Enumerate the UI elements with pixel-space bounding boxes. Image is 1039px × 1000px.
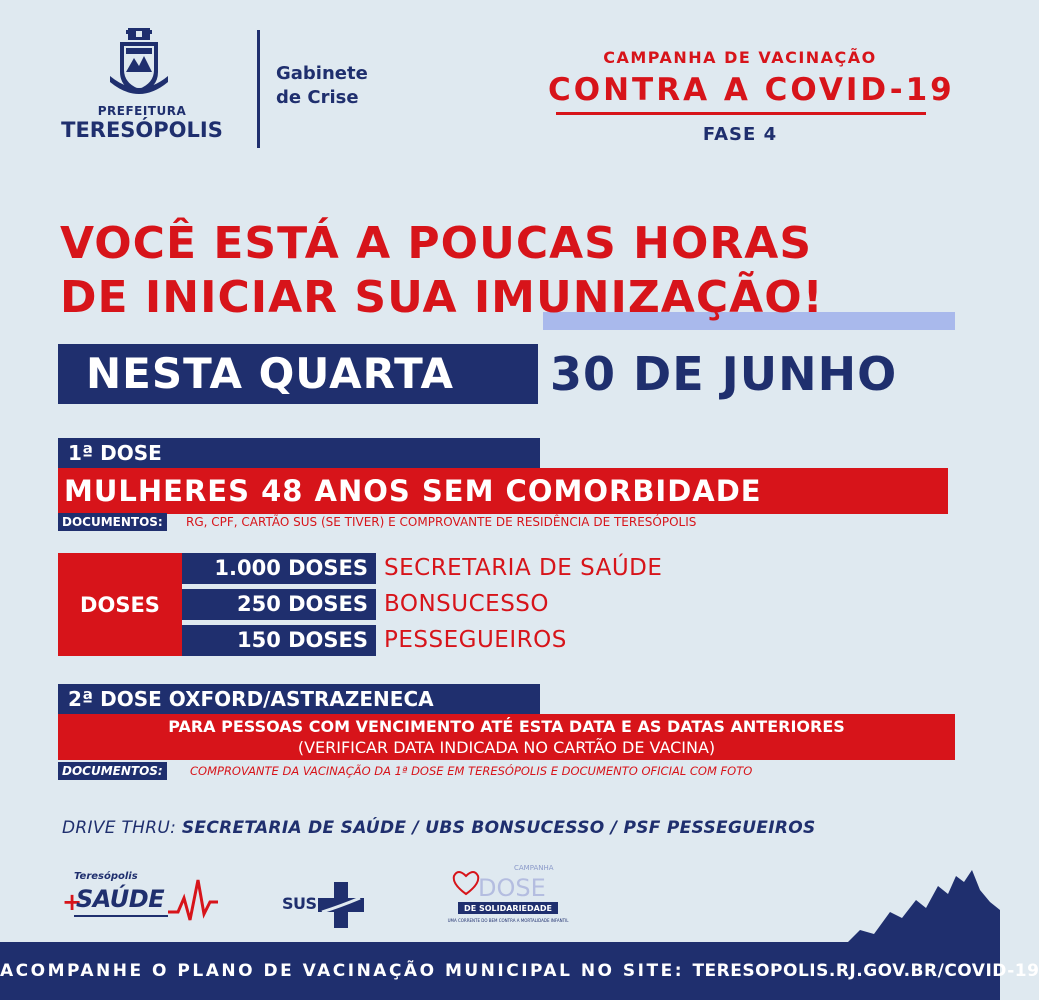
gabinete-de-crise	[276, 62, 368, 110]
dose1-tag: 1ª DOSE	[58, 438, 540, 468]
dose1-audience: MULHERES 48 ANOS SEM COMORBIDADE	[58, 468, 948, 514]
prefeitura-label: PREFEITURA	[97, 104, 187, 118]
dose2-docs-label: DOCUMENTOS:	[58, 762, 167, 780]
date-text: 30 DE JUNHO	[550, 347, 898, 401]
footer-banner	[0, 942, 1039, 1000]
mountains-silhouette-icon	[840, 860, 1000, 950]
dose-count-pessegueiros: 150 DOSES	[182, 625, 376, 656]
saude-logo-text: SAÚDE	[76, 885, 165, 913]
prefeitura-city: TERESÓPOLIS	[61, 118, 223, 142]
saude-plus-icon: +	[62, 888, 83, 916]
dose-solidariedade-logo	[447, 862, 569, 934]
dose-count-bonsucesso: 250 DOSES	[182, 589, 376, 620]
footer-site-link[interactable]: TERESOPOLIS.RJ.GOV.BR/COVID-19	[692, 961, 1039, 981]
dose-count-secretaria: 1.000 DOSES	[182, 553, 376, 584]
dose1-docs-label: DOCUMENTOS:	[58, 513, 167, 531]
campaign-label: CAMPANHA DE VACINAÇÃO	[603, 48, 877, 67]
doses-label: DOSES	[58, 553, 182, 656]
footer-text: ACOMPANHE O PLANO DE VACINAÇÃO MUNICIPAL NO SITE:	[0, 961, 685, 981]
headline-line2: DE INICIAR SUA IMUNIZAÇÃO!	[60, 272, 824, 323]
header-divider	[257, 30, 260, 148]
day-banner: NESTA QUARTA	[58, 344, 538, 404]
dose-logo-word: DOSE	[478, 874, 546, 902]
sus-logo-text: SUS	[282, 894, 317, 913]
dose-logo-tagline: UMA CORRENTE DO BEM CONTRA A MORTALIDADE INFANTIL	[447, 918, 569, 923]
dose-place-secretaria: SECRETARIA DE SAÚDE	[384, 555, 663, 581]
headline-line1: VOCÊ ESTÁ A POUCAS HORAS	[60, 218, 813, 269]
dose1-docs-text: RG, CPF, CARTÃO SUS (SE TIVER) E COMPROVANTE DE RESIDÊNCIA DE TERESÓPOLIS	[186, 515, 697, 529]
dose2-banner	[58, 714, 955, 760]
saude-logo-small: Teresópolis	[74, 871, 138, 882]
campaign-phase: FASE 4	[702, 124, 778, 145]
gabinete-line1: Gabinete	[276, 63, 368, 84]
sus-cross-icon	[318, 882, 364, 928]
dose2-line2: (VERIFICAR DATA INDICADA NO CARTÃO DE VACINA)	[297, 738, 716, 757]
campaign-title: CONTRA A COVID-19	[548, 72, 955, 108]
dose-logo-campanha: CAMPANHA	[514, 864, 554, 872]
drive-thru-locations: SECRETARIA DE SAÚDE / UBS BONSUCESSO / PSF PESSEGUEIROS	[181, 818, 816, 838]
dose2-docs-text: COMPROVANTE DA VACINAÇÃO DA 1ª DOSE EM TERESÓPOLIS E DOCUMENTO OFICIAL COM FOTO	[190, 764, 753, 778]
drive-thru-label: DRIVE THRU:	[62, 818, 177, 838]
dose2-tag: 2ª DOSE OXFORD/ASTRAZENECA	[58, 684, 540, 714]
campaign-underline	[556, 112, 926, 115]
drive-thru	[62, 818, 816, 838]
dose-logo-ribbon: DE SOLIDARIEDADE	[464, 904, 552, 913]
dose2-line1: PARA PESSOAS COM VENCIMENTO ATÉ ESTA DATA E AS DATAS ANTERIORES	[168, 717, 845, 736]
gabinete-line2: de Crise	[276, 87, 359, 108]
city-crest-icon	[108, 28, 170, 102]
dose-place-pessegueiros: PESSEGUEIROS	[384, 627, 567, 653]
dose-place-bonsucesso: BONSUCESSO	[384, 591, 550, 617]
